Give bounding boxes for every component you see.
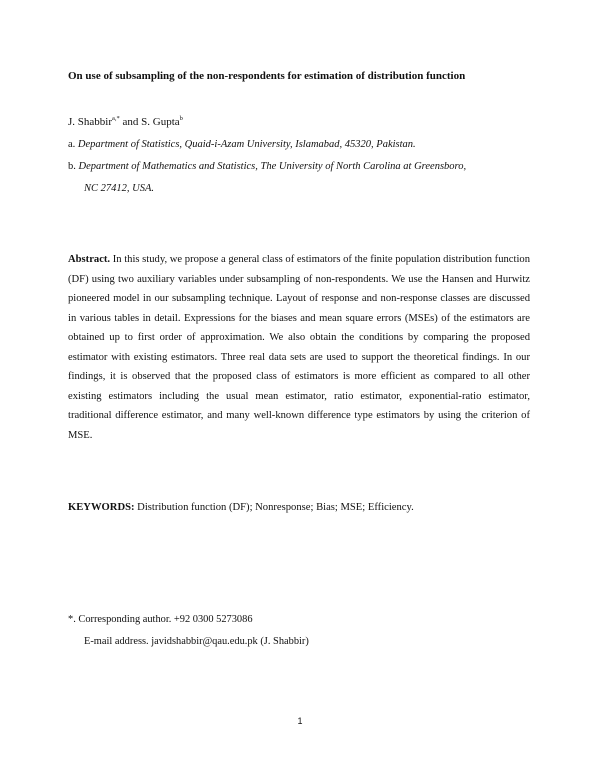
affiliation-b-text: Department of Mathematics and Statistics, The University of North Carolina at Greensboro,: [78, 161, 467, 172]
affiliation-b-continued: [84, 183, 154, 194]
author-gupta-affiliation-marker: b: [179, 115, 183, 122]
abstract-heading: Abstract.: [68, 254, 111, 265]
author-shabbir: J. Shabbir: [68, 116, 112, 128]
abstract-body: In this study, we propose a general class of estimators of the finite population distribution function (DF) using two auxiliary variables under subsampling of non-respondents. We use the Hansen and Hurwitz pioneered model in our subsampling technique. Layout of response and non-response classes are discussed in various tables in detail. Expressions for the biases and mean square errors (MSEs) of the estimators are obtained up to first order of approximation. We also obtain the conditions by comparing the proposed estimator with existing estimators. Three real data sets are used to support the theoretical findings. In our findings, it is observed that the proposed class of estimators is more efficient as compared to all other existing estimators including the usual mean estimator, ratio estimator, exponential-ratio estimator, traditional difference estimator, and many well-known difference type estimators by using the criterion of MSE.: [68, 254, 530, 441]
email-footnote: E-mail address. javidshabbir@qau.edu.pk (J. Shabbir): [84, 636, 309, 647]
abstract: [68, 250, 530, 445]
keywords-body: Distribution function (DF); Nonresponse; Bias; MSE; Efficiency.: [134, 502, 414, 513]
affiliation-b: [68, 161, 466, 172]
affiliation-a-label: a.: [68, 139, 76, 150]
affiliation-a: [68, 139, 416, 150]
author-line: [68, 116, 183, 128]
corresponding-author-footnote: *. Corresponding author. +92 0300 5273086: [68, 614, 253, 625]
keywords-heading: KEYWORDS:: [68, 502, 135, 513]
affiliation-a-text: Department of Statistics, Quaid-i-Azam University, Islamabad, 45320, Pakistan.: [77, 139, 416, 150]
affiliation-b-label: b.: [68, 161, 76, 172]
affiliation-b-text-line2: NC 27412, USA.: [84, 183, 155, 194]
author-shabbir-affiliation-marker: a,*: [112, 115, 120, 122]
keywords: [68, 502, 414, 513]
paper-title: On use of subsampling of the non-respondents for estimation of distribution function: [68, 70, 466, 82]
author-gupta: and S. Gupta: [119, 116, 180, 128]
page-number: 1: [297, 716, 303, 726]
